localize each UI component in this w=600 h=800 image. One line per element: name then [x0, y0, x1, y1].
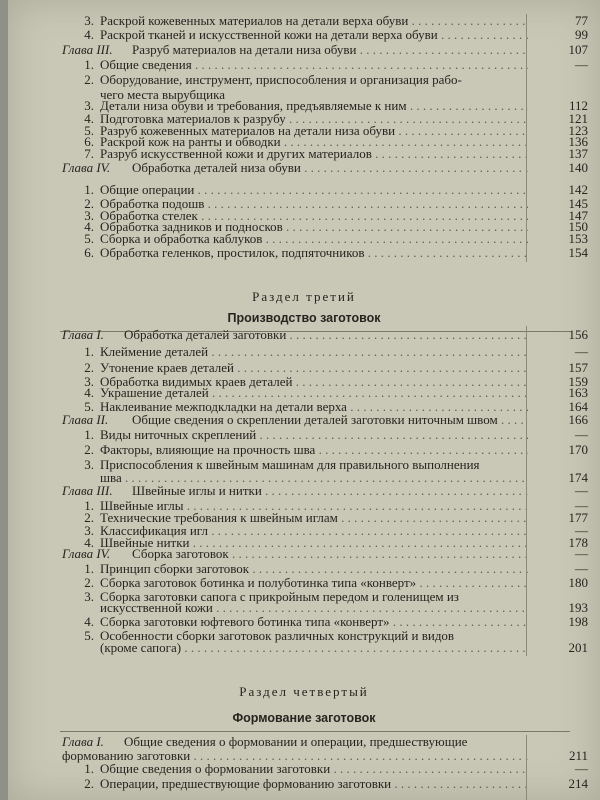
toc-entry [8, 428, 600, 442]
entry-title: Классификация игл . . . [100, 524, 528, 538]
toc-entry [8, 762, 600, 776]
entry-title: Обработка геленков, простилок, подпяточников . . . [100, 246, 528, 260]
entry-number: 3. [84, 523, 94, 538]
column-divider [526, 14, 527, 262]
page-number: 174 [568, 470, 588, 485]
entry-title: Общие сведения о формовании и операции, предшествующие [124, 735, 468, 749]
toc-entry [8, 615, 600, 629]
entry-number: 5. [84, 628, 94, 643]
page-number: 145 [568, 196, 588, 211]
toc-entry [8, 511, 600, 525]
toc-entry [8, 458, 600, 472]
section-heading: Раздел четвертый [239, 684, 369, 699]
page-number: 137 [568, 146, 588, 161]
entry-title: Швейные иглы и нитки . . . [132, 484, 528, 498]
entry-title: Особенности сборки заготовок различных конструкций и видов [100, 629, 455, 643]
toc-entry [8, 99, 600, 113]
entry-number: 3. [84, 13, 94, 28]
entry-number: 4. [84, 385, 94, 400]
chapter-label: Глава IV. [62, 160, 111, 175]
toc-chapter [8, 735, 600, 749]
entry-number: 4. [84, 614, 94, 629]
entry-number: 2. [84, 72, 94, 87]
entry-number: 1. [84, 427, 94, 442]
page-number: 147 [568, 208, 588, 223]
entry-title: шва . . . [100, 471, 528, 485]
column-divider [526, 735, 527, 800]
entry-number: 1. [84, 182, 94, 197]
toc-entry [8, 345, 600, 359]
entry-title: Швейные нитки . . . [100, 536, 528, 550]
toc-entry [8, 246, 600, 260]
page-number: 99 [575, 27, 588, 42]
entry-number: 1. [84, 57, 94, 72]
toc-entry [8, 749, 600, 763]
page-number: 177 [568, 510, 588, 525]
page-number: 112 [568, 98, 588, 113]
entry-title: Общие сведения о скреплении деталей заготовки ниточным швом . . . [132, 413, 528, 427]
divider [60, 731, 570, 732]
entry-title: Обработка подошв . . . [100, 197, 528, 211]
entry-title: Сборка заготовок ботинка и полуботинка типа «конверт» . . . [100, 576, 528, 590]
chapter-label: Глава III. [62, 483, 113, 498]
toc-entry [8, 576, 600, 590]
entry-number: 4. [84, 27, 94, 42]
entry-title: искусственной кожи . . . [100, 601, 528, 615]
entry-title: Обработка деталей заготовки . . . [124, 328, 528, 342]
page-number: — [575, 561, 588, 576]
page-number: — [575, 761, 588, 776]
entry-number: 4. [84, 111, 94, 126]
entry-number: 2. [84, 442, 94, 457]
entry-title: Разруб материалов на детали низа обуви . . . [132, 43, 528, 57]
entry-number: 5. [84, 399, 94, 414]
entry-title: Разруб кожевенных материалов на детали низа обуви . . . [100, 124, 528, 138]
page-number: 157 [568, 360, 588, 375]
toc-chapter [8, 43, 600, 57]
entry-title: Операции, предшествующие формованию заготовки . . . [100, 777, 528, 791]
entry-title: Раскрой кож на ранты и обводки . . . [100, 135, 528, 149]
entry-title: Детали низа обуви и требования, предъявляемые к ним . . . [100, 99, 528, 113]
chapter-label: Глава II. [62, 412, 109, 427]
page-number: 142 [568, 182, 588, 197]
entry-title: Приспособления к швейным машинам для правильного выполнения [100, 458, 480, 472]
chapter-label: Глава I. [62, 734, 104, 749]
toc-entry [8, 777, 600, 791]
page-number: 156 [568, 327, 588, 342]
entry-title: Сборка и обработка каблуков . . . [100, 232, 528, 246]
entry-number: 6. [84, 134, 94, 149]
entry-title: Факторы, влияющие на прочность шва . . . [100, 443, 528, 457]
entry-title: Сборка заготовок . . . [132, 547, 528, 561]
entry-title: Обработка задников и подносков . . . [100, 220, 528, 234]
page-number: 77 [575, 13, 588, 28]
entry-number: 1. [84, 761, 94, 776]
page-number: 154 [568, 245, 588, 260]
toc-entry [8, 443, 600, 457]
column-divider [526, 326, 527, 656]
entry-title: Обработка деталей низа обуви . . . [132, 161, 528, 175]
page-number: 201 [568, 640, 588, 655]
page-number: 211 [568, 748, 588, 763]
page-number: — [575, 427, 588, 442]
page-number: — [575, 483, 588, 498]
entry-number: 2. [84, 360, 94, 375]
toc-entry [8, 562, 600, 576]
toc-chapter [8, 547, 600, 561]
entry-title: Общие операции . . . [100, 183, 528, 197]
page-number: 178 [568, 535, 588, 550]
section-heading: Раздел третий [252, 289, 356, 304]
page-number: — [575, 498, 588, 513]
entry-title: Наклеивание межподкладки на детали верха . . . [100, 400, 528, 414]
entry-number: 3. [84, 589, 94, 604]
chapter-label: Глава IV. [62, 546, 111, 561]
book-page [8, 0, 600, 800]
entry-title: формованию заготовки . . . [62, 749, 528, 763]
page-number: 166 [568, 412, 588, 427]
toc-entry [8, 147, 600, 161]
toc-entry [8, 58, 600, 72]
entry-title: Технические требования к швейным иглам . . . [100, 511, 528, 525]
entry-number: 3. [84, 98, 94, 113]
entry-number: 3. [84, 374, 94, 389]
entry-title: Обработка видимых краев деталей . . . [100, 375, 528, 389]
entry-number: 2. [84, 510, 94, 525]
entry-title: Утонение краев деталей . . . [100, 361, 528, 375]
page-number: 107 [568, 42, 588, 57]
toc-chapter [8, 328, 600, 342]
toc-entry [8, 361, 600, 375]
entry-title: Разруб искусственной кожи и других материалов . . . [100, 147, 528, 161]
page-number: 136 [568, 134, 588, 149]
toc-entry [8, 28, 600, 42]
page-number: 193 [568, 600, 588, 615]
entry-number: 4. [84, 535, 94, 550]
entry-title: (кроме сапога) . . . [100, 641, 528, 655]
part-title: Производство заготовок [227, 311, 381, 325]
entry-title: Швейные иглы . . . [100, 499, 528, 513]
entry-number: 3. [84, 208, 94, 223]
page-number: 140 [568, 160, 588, 175]
entry-title: Виды ниточных скреплений . . . [100, 428, 528, 442]
entry-title: Общие сведения . . . [100, 58, 528, 72]
page-number: 121 [568, 111, 588, 126]
entry-number: 1. [84, 344, 94, 359]
entry-title: Оборудование, инструмент, приспособления и организация рабо- [100, 73, 462, 87]
entry-title: Раскрой тканей и искусственной кожи на детали верха обуви . . . [100, 28, 528, 42]
toc-entry [8, 601, 600, 615]
entry-number: 5. [84, 123, 94, 138]
entry-title: Раскрой кожевенных материалов на детали верха обуви . . . [100, 14, 528, 28]
entry-number: 4. [84, 219, 94, 234]
page-number: 198 [568, 614, 588, 629]
page-number: 214 [568, 776, 588, 791]
entry-number: 3. [84, 457, 94, 472]
part-title: Формование заготовок [232, 711, 376, 725]
page-number: 153 [568, 231, 588, 246]
page-number: 180 [568, 575, 588, 590]
page-number: 123 [568, 123, 588, 138]
entry-title: Обработка стелек . . . [100, 209, 528, 223]
entry-number: 5. [84, 231, 94, 246]
entry-title: Сборка заготовки сапога с прикройным передом и голенищем из [100, 590, 459, 604]
chapter-label: Глава III. [62, 42, 113, 57]
page-number: — [575, 523, 588, 538]
toc-entry [8, 183, 600, 197]
entry-title: Клеймение деталей . . . [100, 345, 528, 359]
page-number: — [575, 344, 588, 359]
page-number: — [575, 57, 588, 72]
page-number: 159 [568, 374, 588, 389]
page-number: 170 [568, 442, 588, 457]
toc-chapter [8, 484, 600, 498]
toc-chapter [8, 161, 600, 175]
page-number: 163 [568, 385, 588, 400]
entry-number: 1. [84, 561, 94, 576]
entry-title: чего места вырубщика [100, 88, 226, 102]
page-number: 150 [568, 219, 588, 234]
page-number: — [575, 546, 588, 561]
entry-title: Принцип сборки заготовок . . . [100, 562, 528, 576]
toc-entry [8, 14, 600, 28]
entry-number: 1. [84, 498, 94, 513]
entry-number: 2. [84, 575, 94, 590]
entry-number: 2. [84, 776, 94, 791]
entry-title: Украшение деталей . . . [100, 386, 528, 400]
toc-entry [8, 73, 600, 87]
toc-entry [8, 232, 600, 246]
entry-number: 6. [84, 245, 94, 260]
chapter-label: Глава I. [62, 327, 104, 342]
page-number: 164 [568, 399, 588, 414]
toc-chapter [8, 413, 600, 427]
entry-title: Общие сведения о формовании заготовки . . . [100, 762, 528, 776]
entry-number: 2. [84, 196, 94, 211]
toc-entry [8, 386, 600, 400]
toc-entry [8, 641, 600, 655]
entry-title: Подготовка материалов к разрубу . . . [100, 112, 528, 126]
entry-title: Сборка заготовки юфтевого ботинка типа «конверт» . . . [100, 615, 528, 629]
entry-number: 7. [84, 146, 94, 161]
